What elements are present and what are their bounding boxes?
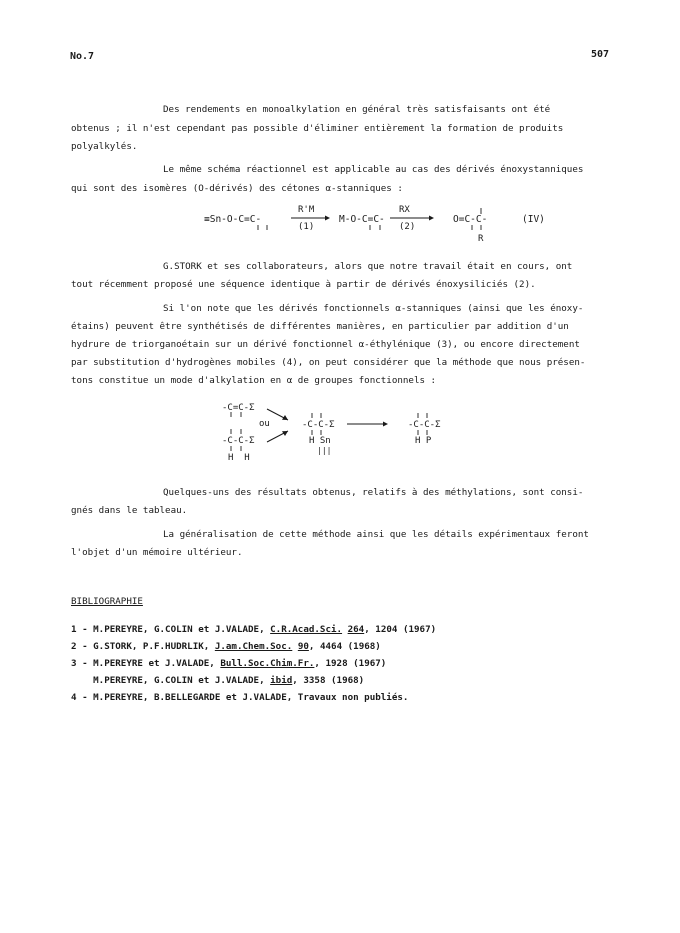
paragraph-1-line-1: Des rendements en monoalkylation en général très satisfaisants ont été [163,104,551,115]
bibliography-entry-3 [71,659,386,668]
scheme1-reagent1-bottom: (1) [298,222,315,232]
bib-3-pages: , 1928 (1967) [314,658,387,669]
paragraph-5-line-2: gnés dans le tableau. [71,505,188,516]
scheme2-middle-sub: H Sn [309,436,331,446]
paragraph-4-line-4: par substitution d'hydrogènes mobiles (4), on peut considérer que la méthode que nous présen- [71,357,586,368]
scheme2-or: ou [259,419,270,429]
alkylation-scheme [215,398,465,476]
bib-1-pages: , 1204 (1967) [364,624,437,635]
bib-1-journal: C.R.Acad.Sci. [270,624,343,635]
bib-1-volume: 264 [347,624,365,635]
paragraph-4-line-1: Si l'on note que les dérivés fonctionnels α-stanniques (ainsi que les énoxy- [163,303,584,314]
scheme2-middle: -C-C-Σ [302,420,335,430]
paragraph-4-line-2: étains) peuvent être synthétisés de différentes manières, en particulier par addition d'un [71,321,569,332]
bib-2-authors: 2 - G.STORK, P.F.HUDRLIK, [71,641,215,652]
bibliography-entry-4: 4 - M.PEREYRE, B.BELLEGARDE et J.VALADE, Travaux non publiés. [71,692,409,703]
bibliography-entry-3b [71,676,364,685]
bib-2-pages: , 4464 (1968) [308,641,381,652]
paragraph-1-line-2: obtenus ; il n'est cependant pas possible d'éliminer entièrement la formation de produits [71,123,564,134]
paragraph-5-line-1: Quelques-uns des résultats obtenus, relatifs à des méthylations, sont consi- [163,487,584,498]
issue-number: No.7 [70,51,95,62]
scheme2-right-sub: H P [415,436,432,446]
bibliography-title: BIBLIOGRAPHIE [71,596,143,607]
scheme2-right: -C-C-Σ [408,420,441,430]
scheme1-reagent2-bottom: (2) [399,222,416,232]
scheme1-intermediate: M-O-C=C- [339,214,385,225]
bibliography-entry-2 [71,642,381,651]
paragraph-4-line-3: hydrure de triorganoétain sur un dérivé fonctionnel α-éthylénique (3), ou encore directement [71,339,580,350]
bib-3b-journal: ibid [270,675,293,686]
bib-2-journal: J.am.Chem.Soc. [214,641,293,652]
scheme2-bottom-left: -C-C-Σ [222,436,255,446]
paragraph-1-line-3: polyalkylés. [71,141,138,152]
paragraph-6-line-1: La généralisation de cette méthode ainsi que les détails expérimentaux feront [163,529,589,540]
scheme1-reactant: ≡Sn-O-C=C- [204,214,262,225]
bib-3b-authors: M.PEREYRE, G.COLIN et J.VALADE, [71,675,271,686]
scheme1-product-sub: R [478,234,484,244]
paragraph-2-line-2: qui sont des isomères (O-dérivés) des cétones α-stanniques : [71,183,403,194]
bib-2-volume: 90 [297,641,309,652]
scheme1-reagent1-top: R'M [298,205,315,215]
reaction-scheme-iv [200,200,560,252]
paragraph-4-line-5: tons constitue un mode d'alkylation en α de groupes fonctionnels : [71,375,437,386]
bib-3b-pages: , 3358 (1968) [292,675,365,686]
paragraph-3-line-1: G.STORK et ses collaborateurs, alors que notre travail était en cours, ont [163,261,573,272]
page-number: 507 [591,49,610,60]
scheme2-middle-sub2: ||| [317,446,332,455]
paragraph-6-line-2: l'objet d'un mémoire ultérieur. [71,547,243,558]
scheme1-label: (IV) [522,214,545,225]
bib-3-authors: 3 - M.PEREYRE et J.VALADE, [71,658,221,669]
bibliography-entry-1 [71,625,436,634]
scheme2-bottom-left-h: H H [228,453,250,463]
paragraph-3-line-2: tout récemment proposé une séquence identique à partir de dérivés énoxysiliciés (2). [71,279,536,290]
scheme1-product: O=C-C- [453,214,488,225]
scheme2-top-left: -C=C-Σ [222,403,255,413]
paragraph-2-line-1: Le même schéma réactionnel est applicable au cas des dérivés énoxystanniques [163,164,584,175]
bib-3-journal: Bull.Soc.Chim.Fr. [220,658,315,669]
scheme1-reagent2-top: RX [399,205,410,215]
bib-1-authors: 1 - M.PEREYRE, G.COLIN et J.VALADE, [71,624,271,635]
